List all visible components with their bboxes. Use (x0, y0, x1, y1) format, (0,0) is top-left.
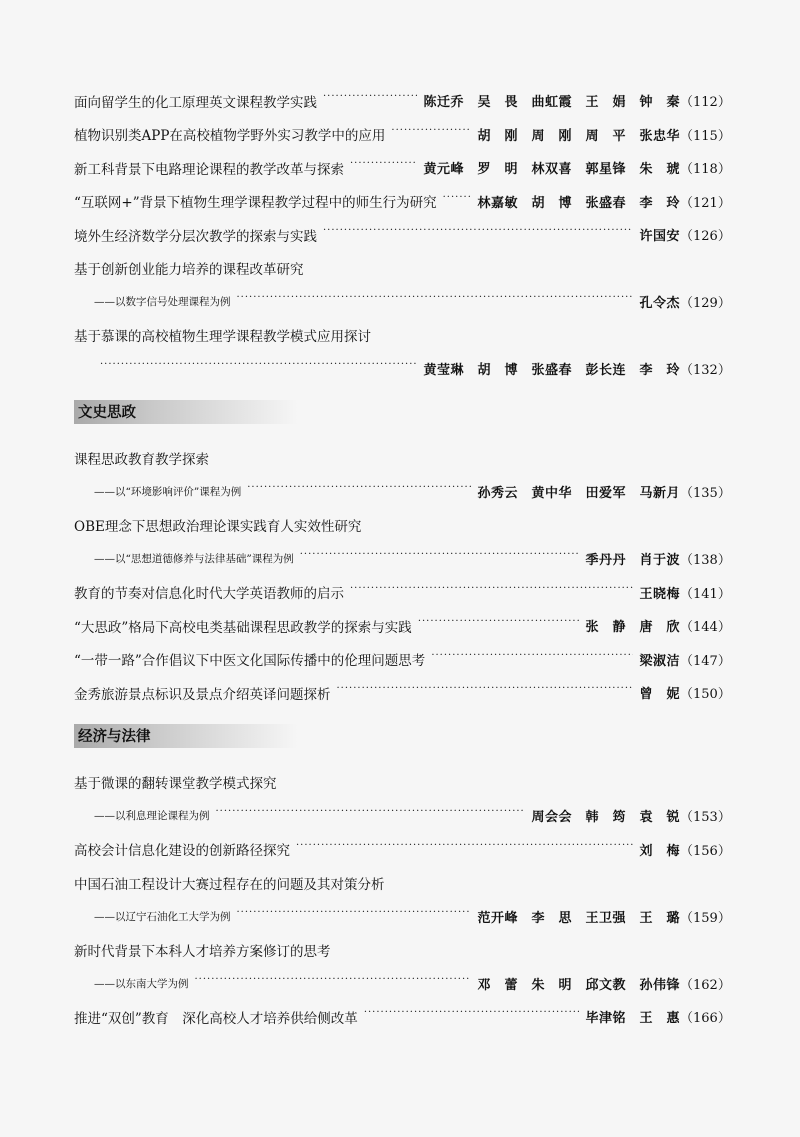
entry-authors: 邓 蕾 朱 明 邱文教 孙伟锋 (477, 977, 680, 993)
toc-entry[interactable] (74, 1000, 731, 1034)
toc-entry-detail-line[interactable] (74, 352, 731, 386)
entry-authors: 王晓梅 (639, 586, 680, 602)
entry-authors: 陈迁乔 吴 畏 曲虹霞 王 娟 钟 秦 (423, 95, 680, 111)
entry-title: 基于慕课的高校植物生理学课程教学模式应用探讨 (74, 329, 371, 346)
toc-entry[interactable] (74, 185, 731, 219)
entry-subtitle: ——以东南大学为例 (94, 977, 189, 990)
toc-entry[interactable] (74, 218, 731, 252)
entry-page: （118） (680, 162, 731, 178)
toc-entry[interactable] (74, 676, 731, 710)
toc-entry-detail-line[interactable] (74, 542, 731, 576)
toc-entry-detail-line[interactable] (74, 900, 731, 934)
entry-authors: 孔令杰 (639, 296, 680, 312)
entry-page: （166） (680, 1011, 731, 1027)
toc-entry-title-line[interactable] (74, 866, 726, 900)
toc-entry-title-line[interactable] (74, 442, 726, 476)
leader-dots (300, 552, 580, 565)
entry-authors: 刘 梅 (639, 843, 680, 859)
entry-page: （115） (680, 128, 731, 144)
entry-subtitle: ——以“思想道德修养与法律基础”课程为例 (94, 553, 294, 566)
toc-entry[interactable] (74, 151, 731, 185)
entry-authors: 胡 刚 周 刚 周 平 张忠华 (477, 128, 680, 144)
entry-title: 境外生经济数学分层次教学的探索与实践 (74, 228, 317, 245)
toc-entry-detail-line[interactable] (74, 285, 731, 319)
toc-entry-detail-line[interactable] (74, 475, 731, 509)
leader-dots (391, 128, 471, 141)
entry-page: （162） (680, 977, 731, 993)
entry-authors: 许国安 (639, 229, 680, 245)
toc-entry[interactable] (74, 833, 731, 867)
entry-authors: 毕津铭 王 惠 (585, 1011, 680, 1027)
leader-dots (323, 94, 417, 107)
toc-entry[interactable] (74, 609, 731, 643)
toc-entry[interactable] (74, 118, 731, 152)
entry-page: （141） (680, 586, 731, 602)
entry-authors: 范开峰 李 思 王卫强 王 璐 (477, 910, 680, 926)
entry-page: （156） (680, 843, 731, 859)
leader-dots (350, 161, 417, 174)
entry-subtitle: ——以数字信号处理课程为例 (94, 296, 231, 309)
entry-authors: 季丹丹 肖于波 (585, 553, 680, 569)
toc-entry[interactable] (74, 643, 731, 677)
toc-entry-title-line[interactable] (74, 933, 726, 967)
entry-subtitle: ——以“环境影响评价”课程为例 (94, 486, 242, 499)
entry-title: 新工科背景下电路理论课程的教学改革与探索 (74, 161, 344, 178)
entry-title: “大思政”格局下高校电类基础课程思政教学的探索与实践 (74, 619, 412, 636)
entry-authors: 梁淑洁 (639, 653, 680, 669)
entry-page: （153） (680, 810, 731, 826)
leader-dots (216, 809, 526, 822)
section-header-wenshi (74, 394, 726, 430)
toc-entry-title-line[interactable] (74, 766, 726, 800)
entry-page: （126） (680, 229, 731, 245)
leader-dots (443, 195, 472, 208)
section-title: 经济与法律 (74, 724, 298, 748)
leader-dots (431, 653, 633, 666)
table-of-contents (74, 84, 731, 1034)
leader-dots (296, 843, 633, 856)
entry-page: （150） (680, 687, 731, 703)
entry-page: （135） (680, 486, 731, 502)
entry-page: （112） (680, 95, 731, 111)
entry-title: 课程思政教育教学探索 (74, 452, 209, 469)
entry-page: （159） (680, 910, 731, 926)
entry-page: （144） (680, 620, 731, 636)
entry-title: 中国石油工程设计大赛过程存在的问题及其对策分析 (74, 876, 385, 893)
leader-dots (418, 619, 580, 632)
section-header-jingji (74, 718, 726, 754)
toc-entry[interactable] (74, 576, 731, 610)
toc-entry[interactable] (74, 84, 731, 118)
toc-entry-title-line[interactable] (74, 319, 726, 353)
entry-authors: 黄元峰 罗 明 林双喜 郭星锋 朱 琥 (423, 162, 680, 178)
leader-dots (195, 977, 472, 990)
toc-entry-title-line[interactable] (74, 252, 726, 286)
leader-dots (323, 228, 633, 241)
leader-dots (100, 362, 417, 375)
entry-title: 高校会计信息化建设的创新路径探究 (74, 843, 290, 860)
entry-authors: 黄莹琳 胡 博 张盛春 彭长连 李 玲 (423, 363, 680, 379)
entry-page: （121） (680, 195, 731, 211)
toc-entry-detail-line[interactable] (74, 967, 731, 1001)
entry-page: （147） (680, 653, 731, 669)
entry-authors: 孙秀云 黄中华 田爱军 马新月 (477, 486, 680, 502)
entry-subtitle: ——以辽宁石油化工大学为例 (94, 910, 231, 923)
entry-page: （138） (680, 553, 731, 569)
entry-subtitle: ——以利息理论课程为例 (94, 810, 210, 823)
leader-dots (247, 485, 471, 498)
section-title: 文史思政 (74, 400, 298, 424)
leader-dots (237, 295, 634, 308)
leader-dots (237, 910, 472, 923)
entry-title: 推进“双创”教育 深化高校人才培养供给侧改革 (74, 1010, 358, 1027)
entry-title: 基于微课的翻转课堂教学模式探究 (74, 776, 277, 793)
toc-entry-title-line[interactable] (74, 509, 726, 543)
entry-page: （132） (680, 363, 731, 379)
entry-page: （129） (680, 296, 731, 312)
entry-title: 新时代背景下本科人才培养方案修订的思考 (74, 943, 331, 960)
entry-title: OBE理念下思想政治理论课实践育人实效性研究 (74, 519, 362, 536)
entry-title: 植物识别类APP在高校植物学野外实习教学中的应用 (74, 128, 386, 145)
entry-title: 金秀旅游景点标识及景点介绍英译问题探析 (74, 686, 331, 703)
leader-dots (364, 1010, 580, 1023)
entry-title: 教育的节奏对信息化时代大学英语教师的启示 (74, 586, 344, 603)
entry-title: “一带一路”合作倡议下中医文化国际传播中的伦理问题思考 (74, 653, 426, 670)
entry-authors: 曾 妮 (639, 687, 680, 703)
leader-dots (337, 686, 634, 699)
entry-title: 面向留学生的化工原理英文课程教学实践 (74, 94, 317, 111)
entry-title: “互联网+”背景下植物生理学课程教学过程中的师生行为研究 (74, 195, 437, 212)
entry-authors: 周会会 韩 筠 袁 锐 (531, 810, 680, 826)
entry-authors: 张 静 唐 欣 (585, 620, 680, 636)
entry-title: 基于创新创业能力培养的课程改革研究 (74, 262, 304, 279)
entry-authors: 林嘉敏 胡 博 张盛春 李 玲 (477, 195, 680, 211)
leader-dots (350, 586, 633, 599)
toc-entry-detail-line[interactable] (74, 799, 731, 833)
